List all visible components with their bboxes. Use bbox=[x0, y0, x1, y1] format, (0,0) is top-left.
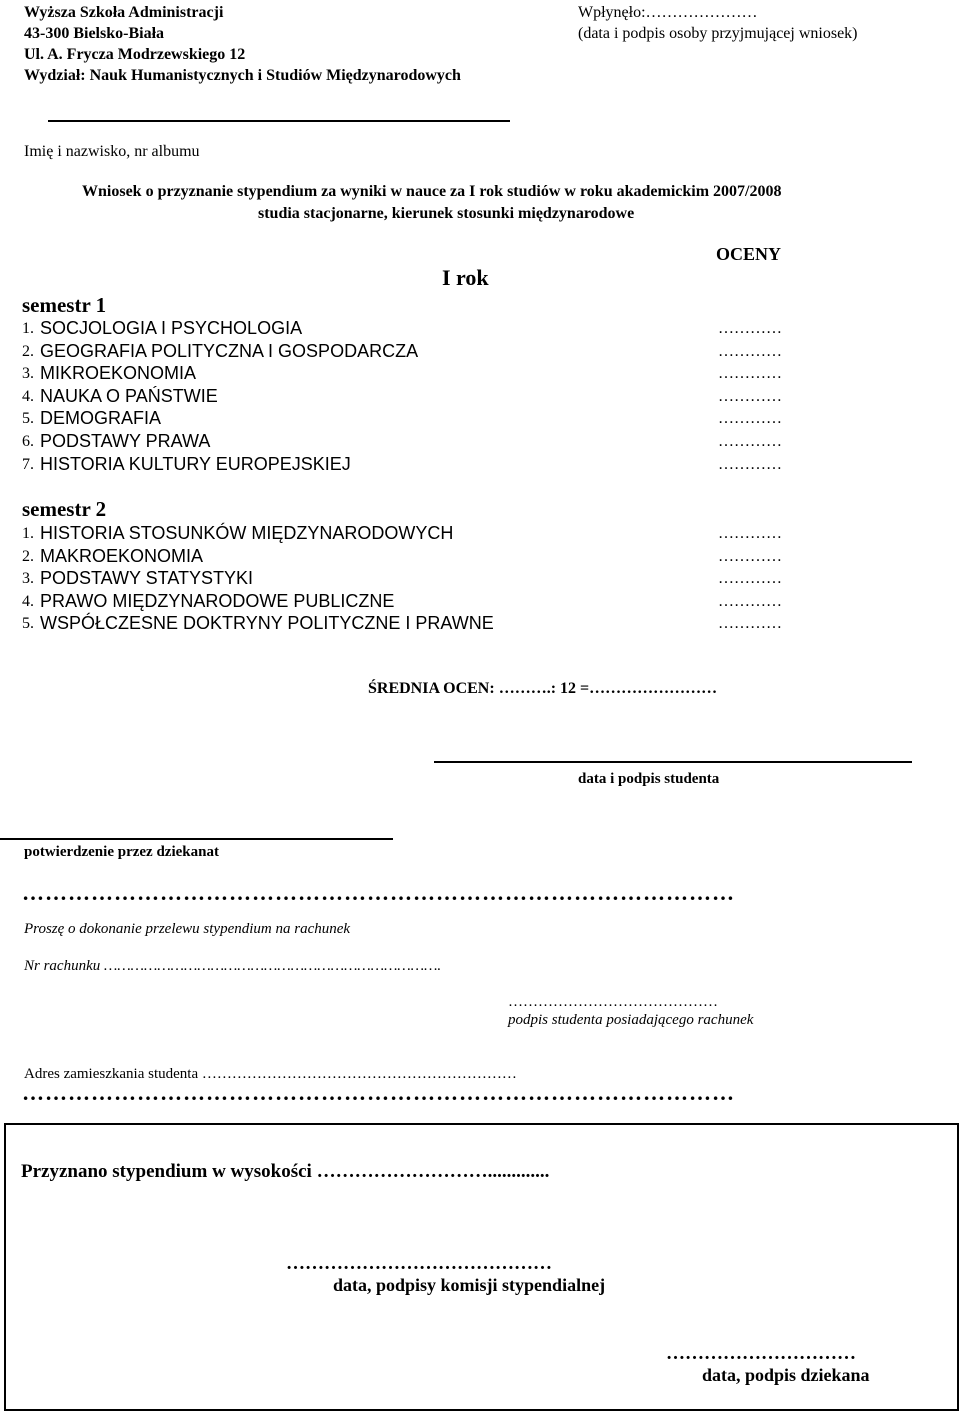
form-title: Wniosek o przyznanie stypendium za wyniki w nauce za I rok studiów w roku akademickim 2007/2008 bbox=[82, 183, 782, 200]
subject-number: 5. bbox=[22, 410, 34, 428]
subject-name: GEOGRAFIA POLITYCZNA I GOSPODARCZA bbox=[40, 340, 419, 361]
grades-header: OCENY bbox=[716, 244, 782, 264]
grade-field[interactable]: ………… bbox=[718, 592, 782, 610]
form-subtitle: studia stacjonarne, kierunek stosunki międzynarodowe bbox=[258, 205, 635, 222]
grade-field[interactable]: ………… bbox=[718, 387, 782, 405]
grade-field[interactable]: ………… bbox=[718, 525, 782, 542]
subject-name: SOCJOLOGIA I PSYCHOLOGIA bbox=[40, 318, 303, 338]
subject-number: 5. bbox=[22, 615, 34, 633]
received-block bbox=[578, 2, 858, 44]
student-name-line bbox=[48, 120, 510, 122]
dean-signature-label: data, podpis dziekana bbox=[702, 1365, 870, 1385]
year-label: I rok bbox=[442, 265, 489, 290]
dean-dots: ………………………… bbox=[666, 1343, 856, 1364]
grade-field[interactable]: ………… bbox=[718, 455, 782, 473]
subject-name: HISTORIA STOSUNKÓW MIĘDZYNARODOWYCH bbox=[40, 523, 454, 543]
subject-name: HISTORIA KULTURY EUROPEJSKIEJ bbox=[40, 453, 351, 474]
grade-field[interactable]: ………… bbox=[718, 615, 782, 633]
dean-office-line bbox=[0, 838, 393, 840]
subject-number: 6. bbox=[22, 433, 34, 450]
committee-dots: …………………………………… bbox=[286, 1253, 552, 1274]
account-owner-label: podpis studenta posiadającego rachunek bbox=[508, 1012, 754, 1028]
school-info bbox=[24, 2, 461, 86]
subject-name: PODSTAWY PRAWA bbox=[40, 431, 211, 451]
school-line: Ul. A. Frycza Modrzewskiego 12 bbox=[24, 46, 246, 63]
subject-number: 2. bbox=[22, 342, 34, 360]
grade-field[interactable]: ………… bbox=[718, 433, 782, 450]
subject-name: PODSTAWY STATYSTYKI bbox=[40, 568, 254, 589]
subject-name: PRAWO MIĘDZYNARODOWE PUBLICZNE bbox=[40, 590, 395, 611]
student-name-label: Imię i nazwisko, nr albumu bbox=[24, 143, 200, 160]
subject-name: WSPÓŁCZESNE DOKTRYNY POLITYCZNE I PRAWNE bbox=[40, 613, 494, 634]
dean-office-label: potwierdzenie przez dziekanat bbox=[24, 844, 219, 860]
subject-number: 2. bbox=[22, 547, 34, 565]
student-signature-label: data i podpis studenta bbox=[578, 771, 720, 787]
subject-number: 7. bbox=[22, 455, 34, 473]
account-owner-dots: …………………………………… bbox=[508, 994, 718, 1010]
received-note: (data i podpis osoby przyjmującej wniosek) bbox=[578, 25, 858, 42]
grade-field[interactable]: ………… bbox=[718, 547, 782, 565]
school-line: Wyższa Szkoła Administracji bbox=[24, 4, 224, 21]
committee-label: data, podpisy komisji stypendialnej bbox=[333, 1275, 606, 1295]
subject-name: NAUKA O PAŃSTWIE bbox=[40, 385, 218, 406]
subject-name: MAKROEKONOMIA bbox=[40, 545, 204, 566]
subject-number: 4. bbox=[22, 592, 34, 610]
grade-field[interactable]: ………… bbox=[718, 342, 782, 360]
grade-field[interactable]: ………… bbox=[718, 365, 782, 383]
transfer-request: Proszę o dokonanie przelewu stypendium na rachunek bbox=[24, 921, 351, 937]
grade-field[interactable]: ………… bbox=[718, 410, 782, 428]
awarded-label: Przyznano stypendium w wysokości ………………………............. bbox=[21, 1161, 550, 1182]
school-line: Wydział: Nauk Humanistycznych i Studiów Międzynarodowych bbox=[24, 67, 461, 84]
average-label: ŚREDNIA OCEN: ……….: 12 =…………………… bbox=[368, 680, 718, 697]
subject-number: 1. bbox=[22, 320, 34, 337]
account-field[interactable]: Nr rachunku …………………………………………………………………. bbox=[24, 958, 442, 974]
subject-name: DEMOGRAFIA bbox=[40, 408, 162, 429]
separator-dots: ………………………………………………………………………………… bbox=[22, 880, 735, 905]
grade-field[interactable]: ………… bbox=[718, 570, 782, 588]
address-field[interactable]: Adres zamieszkania studenta ……………………………………………………… bbox=[24, 1066, 517, 1082]
semester-label: semestr 2 bbox=[22, 497, 107, 521]
subject-number: 1. bbox=[22, 525, 34, 542]
subject-name: MIKROEKONOMIA bbox=[40, 363, 197, 384]
grade-field[interactable]: ………… bbox=[718, 320, 782, 337]
subject-number: 3. bbox=[22, 365, 34, 383]
subject-number: 4. bbox=[22, 387, 34, 405]
received-label: Wpłynęło:………………… bbox=[578, 4, 758, 21]
separator-dots: ………………………………………………………………………………… bbox=[22, 1080, 735, 1105]
student-signature-line bbox=[434, 761, 912, 763]
subject-number: 3. bbox=[22, 570, 34, 588]
semester-label: semestr 1 bbox=[22, 293, 107, 317]
school-line: 43-300 Bielsko-Biała bbox=[24, 25, 165, 42]
